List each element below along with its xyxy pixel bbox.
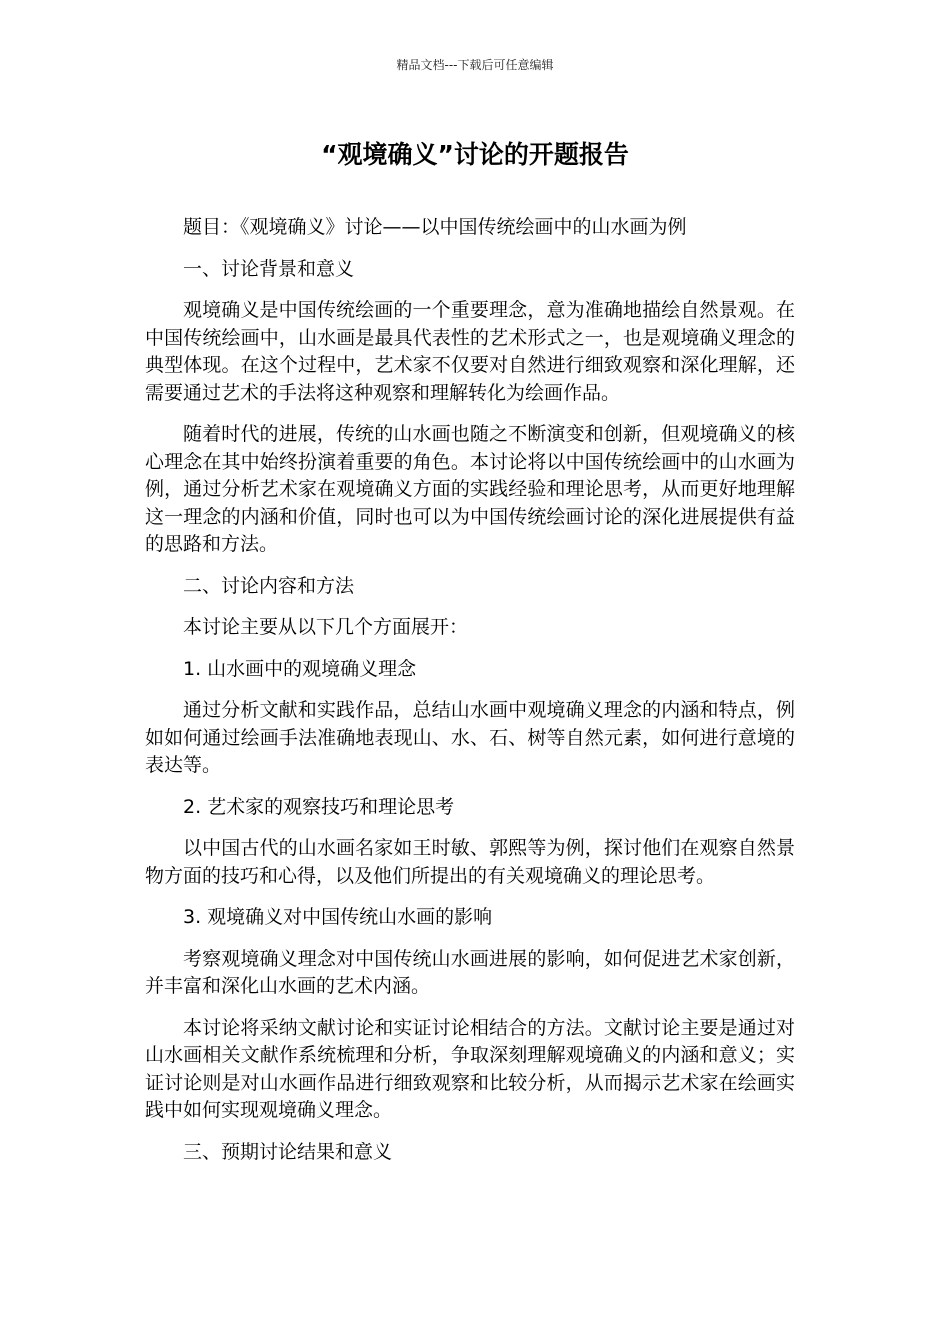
body-paragraph: 考察观境确义理念对中国传统山水画进展的影响，如何促进艺术家创新，并丰富和深化山水画的艺术内涵。: [145, 947, 795, 997]
section-heading-content-methods: 二、讨论内容和方法: [183, 574, 355, 597]
page-header-watermark: 精品文档---下载后可任意编辑: [396, 58, 554, 72]
section-heading-expected-results: 三、预期讨论结果和意义: [183, 1140, 393, 1163]
subheading-item-2: 2. 艺术家的观察技巧和理论思考: [183, 795, 455, 818]
body-paragraph: 本讨论将采纳文献讨论和实证讨论相结合的方法。文献讨论主要是通过对山水画相关文献作系统梳理和分析，争取深刻理解观境确义的内涵和意义；实证讨论则是对山水画作品进行细致观察和比较分析，从而揭示艺术家在绘画实践中如何实现观境确义理念。: [145, 1016, 795, 1121]
body-paragraph: 本讨论主要从以下几个方面展开：: [183, 616, 469, 638]
subheading-item-3: 3. 观境确义对中国传统山水画的影响: [183, 906, 493, 928]
body-paragraph: 观境确义是中国传统绘画的一个重要理念，意为准确地描绘自然景观。在中国传统绘画中，山水画是最具代表性的艺术形式之一，也是观境确义理念的典型体现。在这个过程中，艺术家不仅要对自然进行细致观察和深化理解，还需要通过艺术的手法将这种观察和理解转化为绘画作品。: [145, 299, 795, 404]
subheading-item-1: 1. 山水画中的观境确义理念: [183, 657, 417, 680]
document-body: [145, 214, 795, 1180]
document-title: “观境确义”讨论的开题报告: [321, 140, 629, 169]
body-paragraph: 以中国古代的山水画名家如王时敏、郭熙等为例，探讨他们在观察自然景物方面的技巧和心得，以及他们所提出的有关观境确义的理论思考。: [145, 837, 795, 887]
section-heading-background: 一、讨论背景和意义: [183, 257, 355, 280]
body-paragraph: 通过分析文献和实践作品，总结山水画中观境确义理念的内涵和特点，例如如何通过绘画手法准确地表现山、水、石、树等自然元素，如何进行意境的表达等。: [145, 699, 795, 776]
topic-line: 题目：《观境确义》讨论——以中国传统绘画中的山水画为例: [183, 216, 687, 238]
body-paragraph: 随着时代的进展，传统的山水画也随之不断演变和创新，但观境确义的核心理念在其中始终扮演着重要的角色。本讨论将以中国传统绘画中的山水画为例，通过分析艺术家在观境确义方面的实践经验和理论思考，从而更好地理解这一理念的内涵和价值，同时也可以为中国传统绘画讨论的深化进展提供有益的思路和方法。: [145, 423, 795, 555]
